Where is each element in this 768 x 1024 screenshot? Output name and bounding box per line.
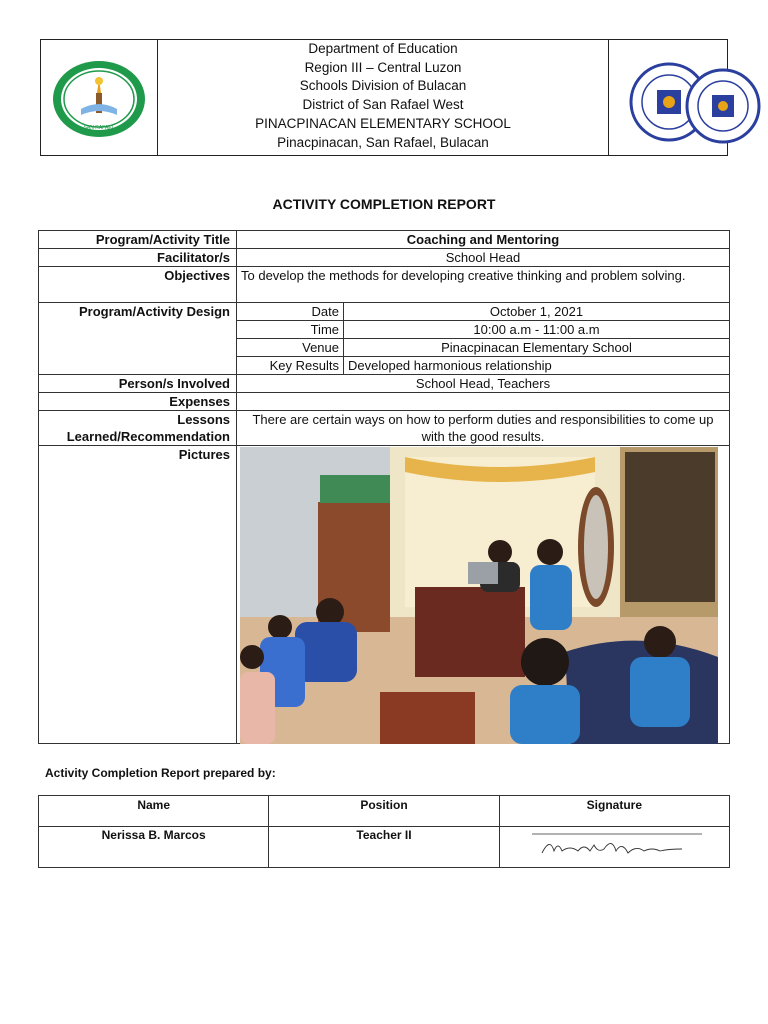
letterhead-line: Pinacpinacan, San Rafael, Bulacan: [277, 134, 489, 150]
table-row: [237, 303, 729, 321]
prepared-by-label: Activity Completion Report prepared by:: [45, 766, 276, 780]
deped-seal-icon: [625, 62, 765, 148]
design-label: Program/Activity Design: [39, 303, 237, 375]
lessons-label: [39, 411, 237, 446]
venue-label: Venue: [237, 339, 344, 357]
facilitator-label: Facilitator/s: [39, 249, 237, 267]
letterhead-line: PINACPINACAN ELEMENTARY SCHOOL: [255, 115, 511, 131]
table-row: [39, 827, 730, 868]
handwritten-signature: [532, 831, 702, 861]
pictures-label: Pictures: [39, 446, 237, 744]
activity-photo: [240, 447, 718, 744]
lessons-label-line: Learned/Recommendation: [66, 429, 230, 444]
table-row: [39, 231, 730, 249]
key-results-label: Key Results: [237, 357, 344, 375]
program-title-label: Program/Activity Title: [39, 231, 237, 249]
table-header-row: [39, 796, 730, 827]
time-value: 10:00 a.m - 11:00 a.m: [344, 321, 730, 339]
signature-header: Signature: [499, 796, 729, 827]
objectives-value: To develop the methods for developing creative thinking and problem solving.: [237, 267, 730, 303]
time-label: Time: [237, 321, 344, 339]
program-title-value: Coaching and Mentoring: [237, 231, 730, 249]
date-value: October 1, 2021: [344, 303, 730, 321]
design-cell: [237, 303, 730, 375]
svg-text:SAN RAFAEL: SAN RAFAEL: [83, 125, 115, 131]
table-row: [39, 411, 730, 446]
letterhead-text: [158, 40, 608, 155]
date-label: Date: [237, 303, 344, 321]
lessons-label-line: Lessons: [177, 412, 230, 427]
persons-label: Person/s Involved: [39, 375, 237, 393]
position-value: Teacher II: [269, 827, 499, 868]
position-header: Position: [269, 796, 499, 827]
school-seal-icon: [51, 59, 147, 139]
venue-value: Pinacpinacan Elementary School: [344, 339, 730, 357]
expenses-label: Expenses: [39, 393, 237, 411]
lessons-value: There are certain ways on how to perform duties and responsibilities to come up with the good results.: [237, 411, 730, 446]
design-subtable: [237, 303, 729, 374]
name-value: Nerissa B. Marcos: [39, 827, 269, 868]
report-title: ACTIVITY COMPLETION REPORT: [272, 196, 496, 212]
letterhead-line: Schools Division of Bulacan: [299, 78, 467, 94]
table-row: [39, 267, 730, 303]
persons-value: School Head, Teachers: [237, 375, 730, 393]
signature-table: [38, 795, 730, 868]
letterhead-right-cell: [608, 40, 727, 155]
facilitator-value: School Head: [237, 249, 730, 267]
table-row: [39, 375, 730, 393]
letterhead: [40, 39, 728, 156]
table-row: [237, 357, 729, 375]
table-row: [39, 303, 730, 375]
objectives-label: Objectives: [39, 267, 237, 303]
table-row: [39, 393, 730, 411]
table-row: [237, 321, 729, 339]
activity-photo-image: [240, 447, 718, 744]
key-results-value: Developed harmonious relationship: [348, 358, 552, 373]
letterhead-line: Region III – Central Luzon: [304, 59, 462, 75]
letterhead-line: District of San Rafael West: [302, 97, 464, 113]
letterhead-line: Department of Education: [308, 41, 458, 56]
letterhead-left-cell: [41, 40, 158, 155]
table-row: [237, 339, 729, 357]
signature-cell: [499, 827, 729, 868]
expenses-value: [237, 393, 730, 411]
table-row: [39, 249, 730, 267]
name-header: Name: [39, 796, 269, 827]
